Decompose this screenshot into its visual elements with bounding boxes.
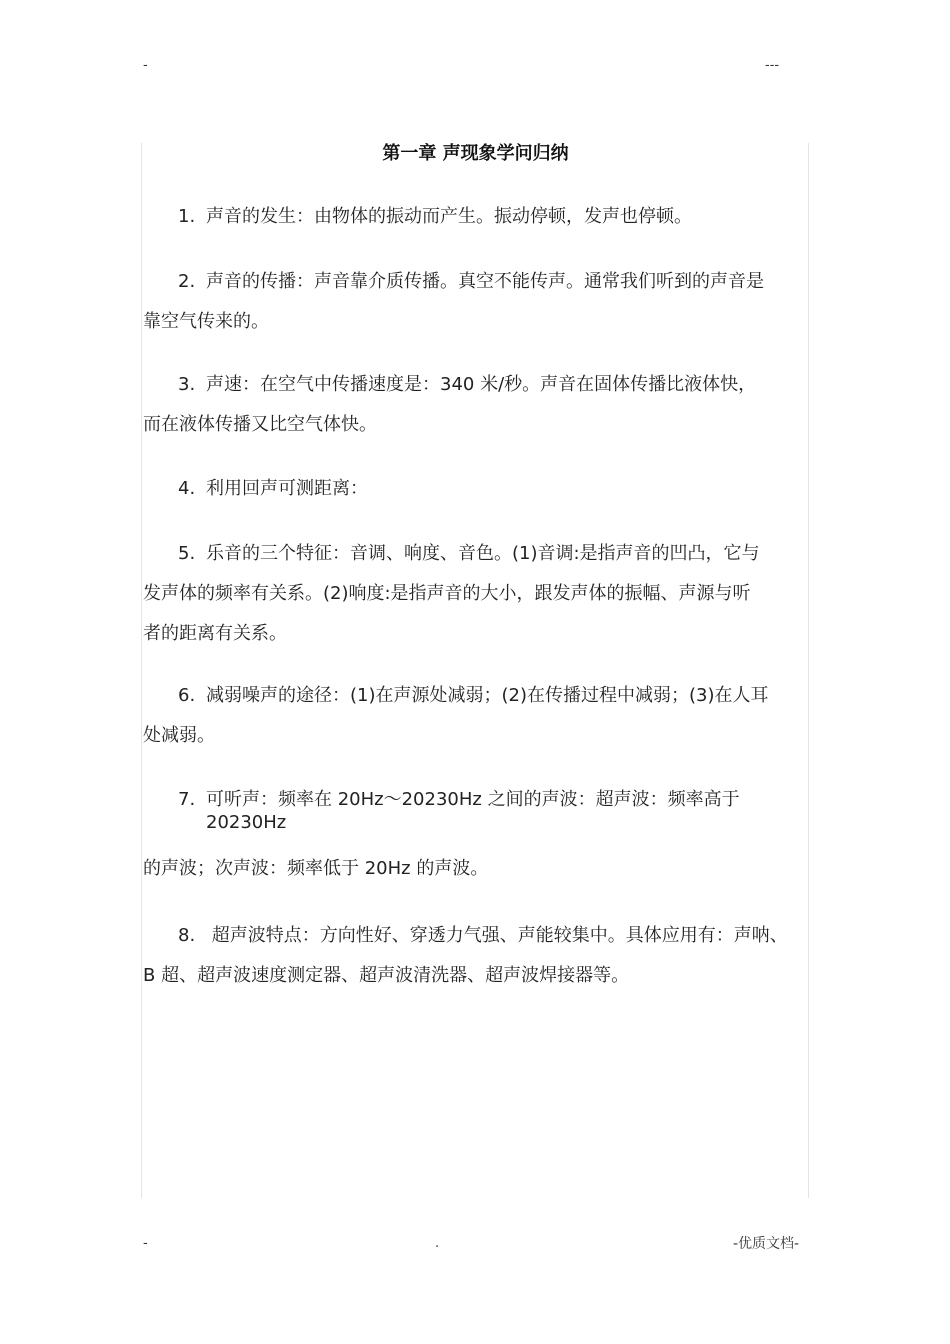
paragraph-line: 可听声：频率在 20Hz～20230Hz 之间的声波：超声波：频率高于 [206, 789, 740, 810]
paragraph-3 [143, 365, 823, 445]
paragraph-line: 20230Hz [206, 812, 287, 833]
paragraph-number: 2. [178, 271, 196, 292]
footer-quality-label: -优质文档- [733, 1236, 800, 1252]
paragraph-2 [143, 262, 823, 342]
footer-center-mark: . [435, 1236, 440, 1251]
paragraph-8 [143, 916, 823, 996]
paragraph-line: 靠空气传来的。 [143, 311, 269, 332]
paragraph-7 [178, 788, 740, 834]
paragraph-5 [143, 534, 823, 654]
paragraph-number: 8. [178, 925, 196, 946]
paragraph-4 [143, 469, 823, 509]
left-margin-line [141, 143, 142, 1198]
paragraph-1 [143, 197, 823, 237]
footer-left-mark: - [143, 1236, 148, 1251]
paragraph-line: 乐音的三个特征：音调、响度、音色。(1)音调:是指声音的凹凸，它与 [206, 543, 760, 564]
header-right-mark: --- [765, 58, 780, 73]
paragraph-line: 发声体的频率有关系。(2)响度:是指声音的大小，跟发声体的振幅、声源与听 [143, 583, 751, 604]
header-left-mark: - [143, 58, 148, 73]
paragraph-number: 5. [178, 543, 196, 564]
paragraph-number: 6. [178, 685, 196, 706]
paragraph-line: 处减弱。 [143, 725, 215, 746]
paragraph-line: 利用回声可测距离： [206, 478, 368, 499]
paragraph-line: 减弱噪声的途径：(1)在声源处减弱；(2)在传播过程中减弱；(3)在人耳 [206, 685, 769, 706]
paragraph-number: 4. [178, 478, 196, 499]
paragraph-6 [143, 676, 823, 756]
paragraph-line: 声音的发生：由物体的振动而产生。振动停顿，发声也停顿。 [206, 206, 692, 227]
page-title: 第一章 声现象学问归纳 [382, 143, 569, 164]
paragraph-line: 声速：在空气中传播速度是：340 米/秒。声音在固体传播比液体快， [206, 374, 757, 395]
paragraph-number: 3. [178, 374, 196, 395]
paragraph-line: 超声波特点：方向性好、穿透力气强、声能较集中。具体应用有：声呐、 [206, 925, 788, 946]
paragraph-number: 7. [178, 789, 196, 810]
paragraph-line: 声音的传播：声音靠介质传播。真空不能传声。通常我们听到的声音是 [206, 271, 764, 292]
paragraph-number: 1. [178, 206, 196, 227]
paragraph-line: B 超、超声波速度测定器、超声波清洗器、超声波焊接器等。 [143, 965, 630, 986]
paragraph-line: 者的距离有关系。 [143, 623, 287, 644]
paragraph-line: 而在液体传播又比空气体快。 [143, 414, 377, 435]
paragraph-7-continuation: 的声波；次声波：频率低于 20Hz 的声波。 [143, 858, 489, 879]
